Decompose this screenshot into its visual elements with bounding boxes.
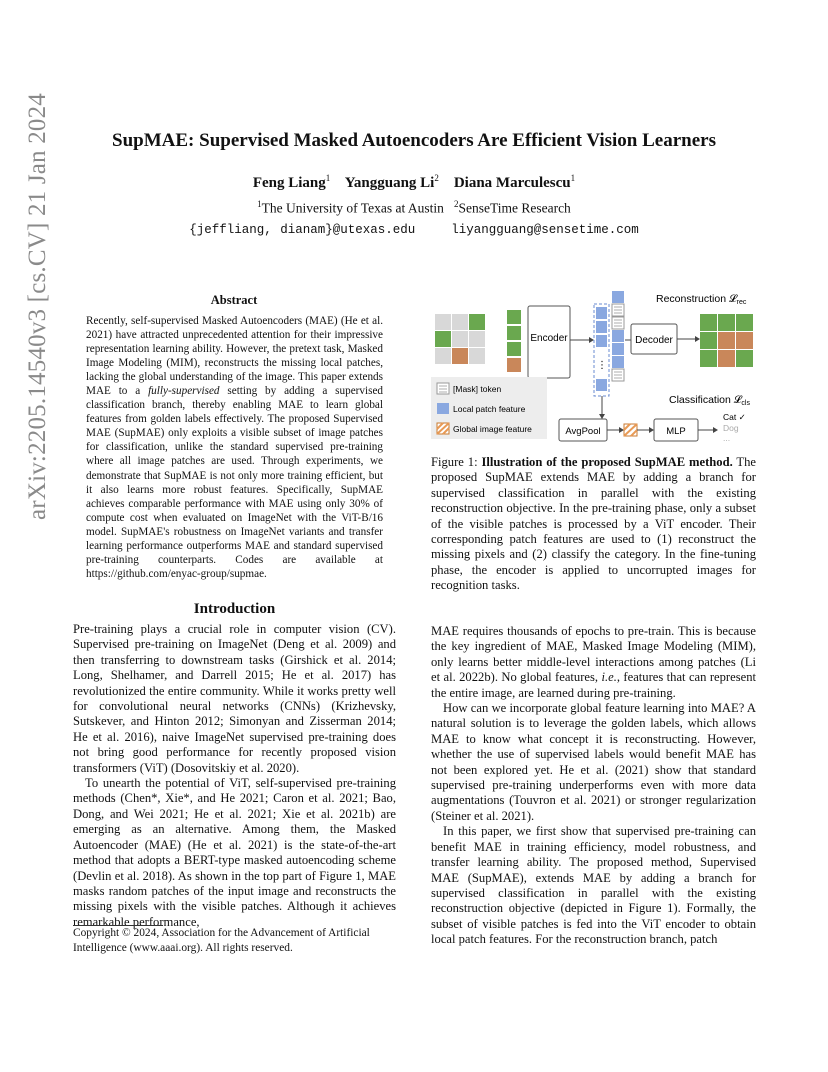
mask-tokens xyxy=(612,291,624,381)
reconstruction-label: Reconstruction 𝓛rec xyxy=(656,293,747,306)
email[interactable]: liyangguang@sensetime.com xyxy=(451,223,639,237)
mlp-label: MLP xyxy=(666,426,686,437)
affiliation-number: 2 xyxy=(453,199,459,209)
abstract-emphasis: fully-supervised xyxy=(148,385,220,398)
affiliation-number: 1 xyxy=(257,199,262,209)
emphasis: i.e. xyxy=(601,670,617,685)
legend-local-patch: Local patch feature xyxy=(453,404,526,414)
author-affiliation-mark: 1 xyxy=(570,173,576,183)
email[interactable]: {jeffliang, dianam}@utexas.edu xyxy=(189,223,416,237)
caption-text: The proposed SupMAE extends MAE by adding a branch for supervised classification in parallel with the existing reconstruction objective. In the pre-training phase, only a subset of the visible patches is processed by a ViT encoder. Their corresponding patch features are used to (1) reconstruct the missing pixels and (2) classify the category. In the fine-tuning phase, the encoder is applied to uncorrupted images for recognition tasks. xyxy=(431,455,756,593)
figure-1-diagram xyxy=(431,284,761,446)
left-column-text xyxy=(73,622,396,930)
paragraph: How can we incorporate global feature learning into MAE? A natural solution is to leverage the golden labels, which allows MAE to know what concept it is reconstructing. However, whether the use of supervised labels would benefit MAE has not been explored yet. He et al. (2021) show that standard supervised pre-training underperforms even with more data augmentations (Touvron et al. 2021) or stronger regularization (Steiner et al. 2021). xyxy=(431,701,756,823)
class-cat: Cat ✓ xyxy=(723,412,746,422)
visible-patches xyxy=(507,310,521,372)
affiliation-name: SenseTime Research xyxy=(458,200,571,216)
encoder-label: Encoder xyxy=(530,333,568,344)
legend-mask-token: [Mask] token xyxy=(453,384,502,394)
abstract-text: setting by adding a supervised classification branch, thereby enabling MAE to learn global features from golden labels effectively. The proposed Supervised MAE (SupMAE) only exploits a visible subset of image patches for classification, unlike the standard supervised pre-training where all image patches are used. Through experiments, we demonstrate that SupMAE is not only more training efficient, but it also learns more robust features. Specifically, SupMAE achieves comparable performance with MAE using only 30% of compute cost when evaluated on ImageNet with the ViT-B/16 model. SupMAE's robustness on ImageNet variants and transfer learning performance outperforms MAE and standard supervised pre-training counterparts. Codes are available at https://github.com/enyac-group/supmae. xyxy=(86,385,384,580)
copyright-footnote: Copyright © 2024, Association for the Advancement of Artificial Intelligence (www.aaai.org). All rights reserved. xyxy=(73,927,370,954)
paragraph: In this paper, we first show that supervised pre-training can benefit MAE in training efficiency, model robustness, and transfer learning ability. The proposed method, Supervised MAE (SupMAE), extends MAE by adding a branch for supervised classification in parallel with the existing reconstruction objective (depicted in Figure 1). Formally, the subset of visible patches is fed into the ViT encoder to obtain local patch features. For the reconstruction branch, patch xyxy=(431,824,756,947)
abstract-text: Recently, self-supervised Masked Autoencoders (MAE) (He et al. 2021) have attracted unprecedented attention for their impressive representation learning ability. However, the pretext task, Masked Image Modeling (MIM), reconstructs the missing local patches, lacking the global understanding of the image. This paper extends MAE to a xyxy=(86,315,383,398)
paragraph xyxy=(431,624,756,701)
classification-label: Classification 𝓛cls xyxy=(669,394,750,407)
right-column-text xyxy=(431,624,756,948)
class-more: ... xyxy=(723,433,731,443)
author-emails xyxy=(60,223,768,237)
author-affiliation-mark: 1 xyxy=(325,173,331,183)
affiliation-name: The University of Texas at Austin xyxy=(261,200,444,216)
caption-label: Figure 1: xyxy=(431,455,482,469)
class-dog: Dog xyxy=(723,423,739,433)
author-name: Diana Marculescu xyxy=(453,175,571,191)
paragraph: To unearth the potential of ViT, self-supervised pre-training methods (Chen*, Xie*, and He 2021; Caron et al. 2021; Bao, Dong, and Wei 2021; He et al. 2021; Xie et al. 2021b) are emerging as an alternative. Among them, the Masked Autoencoder (MAE) (He et al. 2021) is the state-of-the-art method that adopts a BERT-type masked autoencoding scheme (Devlin et al. 2018). As shown in the top part of Figure 1, MAE masks random patches of the input image and reconstructs the missing pixels with the visible patches. Although it achieves remarkable performance, xyxy=(73,776,396,929)
text-run: , features that can represent the entire image, are learned during pre-training. xyxy=(431,670,756,700)
author-affiliation-mark: 2 xyxy=(434,173,439,183)
text-run: MAE requires thousands of epochs to pre-train. This is because the key ingredient of MAE, Masked Image Modeling (MIM), only learns better middle-level interactions among patches (Li et al. 2022b). No global features, xyxy=(431,624,756,685)
affiliations xyxy=(60,199,768,217)
author-name: Yangguang Li xyxy=(344,175,435,191)
introduction-heading: Introduction xyxy=(193,601,276,617)
avgpool-label: AvgPool xyxy=(565,426,601,437)
local-patch-features xyxy=(596,307,607,391)
abstract-heading: Abstract xyxy=(210,293,258,307)
author-name: Feng Liang xyxy=(252,175,326,191)
paper-title: SupMAE: Supervised Masked Autoencoders Are Efficient Vision Learners xyxy=(112,130,716,151)
abstract-body xyxy=(86,314,383,581)
legend-global-feature: Global image feature xyxy=(453,424,532,434)
figure-1-caption xyxy=(431,455,756,594)
decoder-label: Decoder xyxy=(635,335,673,346)
author-list xyxy=(60,173,768,192)
reconstructed-image xyxy=(700,314,753,367)
svg-text:⋮: ⋮ xyxy=(597,360,607,371)
arxiv-identifier: arXiv:2205.14540v3 [cs.CV] 21 Jan 2024 xyxy=(24,93,51,520)
masked-input-image xyxy=(435,314,485,364)
caption-title: Illustration of the proposed SupMAE method. xyxy=(481,455,733,469)
paragraph: Pre-training plays a crucial role in computer vision (CV). Supervised pre-training on ImageNet (Deng et al. 2009) and then transferring to downstream tasks (Girshick et al. 2014; Long, Shelhamer, and Darrell 2015; He et al. 2017) has revolutionized the entire community. While it works pretty well for convolutional neural networks (CNNs) (Krizhevsky, Sutskever, and Hinton 2012; Simonyan and Zisserman 2014; He et al. 2016), naive ImageNet supervised pre-training does not bring good performance for recently proposed vision transformers (ViT) (Dosovitskiy et al. 2020). xyxy=(73,622,396,775)
